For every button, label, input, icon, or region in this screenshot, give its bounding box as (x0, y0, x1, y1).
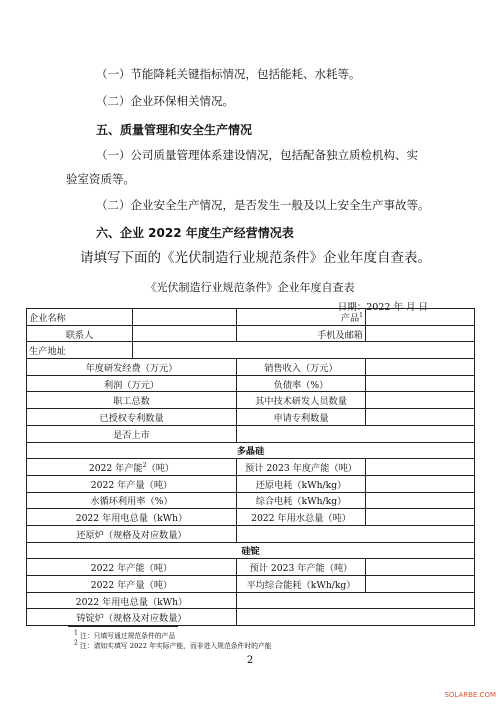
label-ingot-capacity-2022: 2022 年产能（吨） (27, 559, 237, 576)
paragraph-safety: （二）企业安全生产情况，是否发生一般及以上安全生产事故等。 (96, 198, 430, 212)
label-patents-applied: 申请专利数量 (237, 409, 366, 426)
phone-email-field[interactable] (366, 325, 475, 342)
product-field[interactable] (366, 309, 475, 326)
label-ingot-forecast-2023: 预计 2023 年产能（吨） (237, 559, 366, 576)
ingot-power-field[interactable] (237, 592, 475, 609)
table-row (27, 342, 475, 359)
date-line: 日期：2022 年 月 日 (337, 302, 428, 313)
label-capacity-2022: 2022 年产能$^2$（吨） (27, 459, 237, 476)
label-company-name: 企业名称 (27, 309, 133, 326)
table-row (27, 509, 475, 526)
listed-field[interactable] (237, 425, 475, 442)
label-rd-expense: 年度研发经费（万元） (27, 359, 237, 376)
paragraph-quality-1: （一）公司质量管理体系建设情况，包括配备独立质检机构、实 (96, 148, 418, 162)
label-ingot-output-2022: 2022 年产量（吨） (27, 576, 237, 593)
table-row (27, 325, 475, 342)
paragraph-energy: （一）节能降耗关键指标情况，包括能耗、水耗等。 (96, 67, 361, 81)
label-debt-ratio: 负债率（%） (237, 375, 366, 392)
avg-energy-field[interactable] (366, 576, 475, 593)
watermark: SOLARBE.COM (444, 691, 496, 699)
label-sales-revenue: 销售收入（万元） (237, 359, 366, 376)
section-title-ingot: 硅锭 (27, 542, 475, 559)
label-water-2022: 2022 年用水总量（吨） (237, 509, 366, 526)
table-caption: 《光伏制造行业规范条件》企业年度自查表 (145, 281, 355, 294)
label-water-recycle: 水循环利用率（%） (27, 492, 237, 509)
table-row (27, 592, 475, 609)
table-row (27, 425, 475, 442)
label-output-2022: 2022 年产量（吨） (27, 475, 237, 492)
self-check-table (26, 308, 475, 626)
rd-staff-field[interactable] (366, 392, 475, 409)
table-row (27, 375, 475, 392)
water-2022-field[interactable] (366, 509, 475, 526)
label-power-2022: 2022 年用电总量（kWh） (27, 509, 237, 526)
debt-ratio-field[interactable] (366, 375, 475, 392)
reduction-power-field[interactable] (366, 475, 475, 492)
ingot-forecast-field[interactable] (366, 559, 475, 576)
paragraph-environment: （二）企业环保相关情况。 (96, 94, 234, 108)
label-patents-granted: 已授权专利数量 (27, 409, 237, 426)
label-rd-staff: 其中技术研发人员数量 (237, 392, 366, 409)
table-row (27, 525, 475, 542)
table-row (27, 392, 475, 409)
footnote-divider (68, 626, 178, 627)
table-row (27, 459, 475, 476)
page-number: 2 (246, 655, 254, 666)
ingot-furnace-field[interactable] (237, 609, 475, 626)
label-phone-email: 手机及邮箱 (237, 325, 366, 342)
table-row (27, 475, 475, 492)
section-title-polysilicon: 多晶硅 (27, 442, 475, 459)
label-listed: 是否上市 (27, 425, 237, 442)
label-product: 产品$^1$ (237, 309, 366, 326)
label-profit: 利润（万元） (27, 375, 237, 392)
label-total-power: 综合电耗（kWh/kg） (237, 492, 366, 509)
table-row (27, 359, 475, 376)
fill-in-notice: 请填写下面的《光伏制造行业规范条件》企业年度自查表。 (80, 250, 431, 266)
sales-revenue-field[interactable] (366, 359, 475, 376)
company-name-field[interactable] (133, 309, 237, 326)
total-power-field[interactable] (366, 492, 475, 509)
address-field[interactable] (133, 342, 475, 359)
section-heading-6: 六、企业 2022 年度生产经营情况表 (96, 226, 294, 240)
reduction-furnace-field[interactable] (237, 525, 475, 542)
table-row (27, 492, 475, 509)
label-contact: 联系人 (27, 325, 133, 342)
label-forecast-2023: 预计 2023 年度产能（吨） (237, 459, 366, 476)
label-ingot-power-2022: 2022 年用电总量（kWh） (27, 592, 237, 609)
label-reduction-power: 还原电耗（kWh/kg） (237, 475, 366, 492)
contact-field[interactable] (133, 325, 237, 342)
section-heading-5: 五、质量管理和安全生产情况 (96, 123, 253, 137)
label-address: 生产地址 (27, 342, 133, 359)
paragraph-quality-2: 验室资质等。 (66, 172, 135, 186)
forecast-2023-field[interactable] (366, 459, 475, 476)
section-row-ingot (27, 542, 475, 559)
label-employees: 职工总数 (27, 392, 237, 409)
section-row-polysilicon (27, 442, 475, 459)
label-ingot-furnace: 铸锭炉（规格及对应数量） (27, 609, 237, 626)
table-row (27, 576, 475, 593)
label-avg-energy: 平均综合能耗（kWh/kg） (237, 576, 366, 593)
footnote-1: $^1$ 注：只填写通过规范条件的产品 (74, 629, 176, 640)
table-row (27, 409, 475, 426)
table-row (27, 559, 475, 576)
label-reduction-furnace: 还原炉（规格及对应数量） (27, 525, 237, 542)
table-row (27, 309, 475, 326)
patents-applied-field[interactable] (366, 409, 475, 426)
table-row (27, 609, 475, 626)
footnote-2: $^2$ 注：请如实填写 2022 年实际产能，而非进入规范条件时的产能 (74, 639, 272, 650)
